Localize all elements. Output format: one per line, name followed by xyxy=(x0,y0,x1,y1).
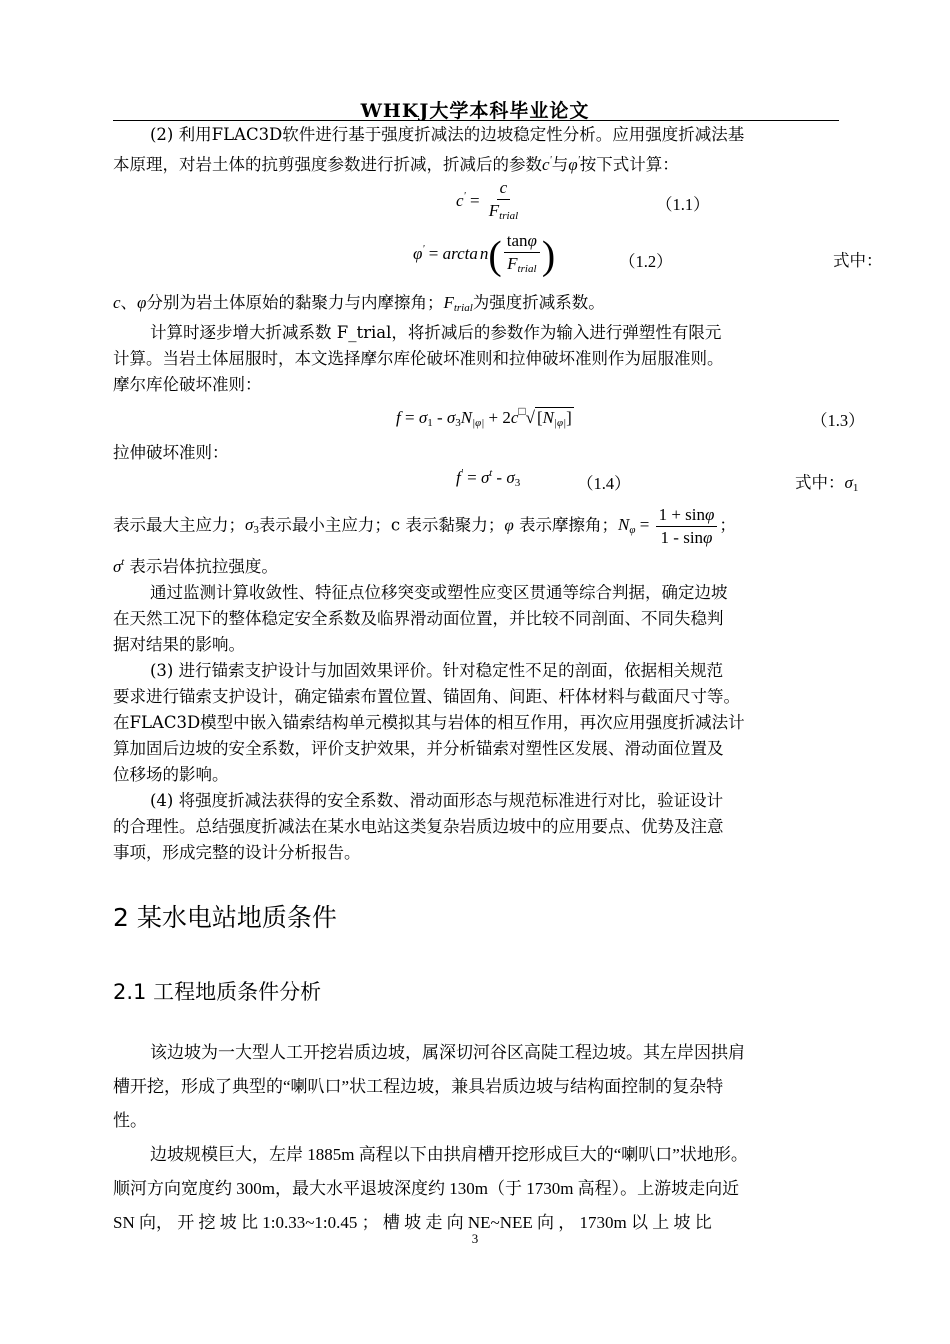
para-calc-line-3: 摩尔库伦破坏准则： xyxy=(113,375,262,394)
symbol-phi-2: φ xyxy=(504,515,514,535)
symbol-explanation-2-end: ； xyxy=(719,515,736,535)
para-3-line-2: 要求进行锚索支护设计，确定锚索布置位置、锚固角、间距、杆体材料与截面尺寸等。 xyxy=(113,687,740,706)
symbol-sigma-1: $\sigma_1$ xyxy=(844,473,859,494)
where-label-2-text: 式中： xyxy=(795,473,845,492)
para-2-line-2 xyxy=(113,148,679,178)
para-slope-line-3: 性。 xyxy=(113,1111,147,1130)
symbol-explanation-2-c: 表示摩擦角； xyxy=(513,515,619,535)
symbol-explanation-1 xyxy=(113,290,605,321)
equation-1-1-number: （1.1） xyxy=(656,195,710,214)
para-3-line-1: (3) 进行锚索支护设计与加固效果评价。针对稳定性不足的剖面，依据相关规范 xyxy=(150,661,724,680)
symbol-phi-prime: φ' xyxy=(568,155,580,174)
para-scale-line-3: SN 向， 开 挖 坡 比 1:0.33~1:0.45 ； 槽 坡 走 向 NE~NEE 向 ， 1730m 以 上 坡 比 xyxy=(113,1213,712,1232)
symbol-explanation-2-a: 表示最大主应力； xyxy=(113,515,245,535)
symbol-f-trial: $F_{trial}$ xyxy=(443,293,473,314)
para-4-line-3: 事项，形成完整的设计分析报告。 xyxy=(113,843,361,862)
para-monitor-line-3: 据对结果的影响。 xyxy=(113,635,245,654)
para-3-line-3: 在FLAC3D模型中嵌入锚索结构单元模拟其与岩体的相互作用，再次应用强度折减法计 xyxy=(113,713,745,732)
symbol-explanation-1-b: 分别为岩土体原始的黏聚力与内摩擦角； xyxy=(146,293,444,312)
para-2-line-2-text-c: 按下式计算： xyxy=(579,155,679,174)
section-heading: 2.1 工程地质条件分析 xyxy=(113,980,322,1004)
header-rule xyxy=(113,120,839,121)
para-scale-line-1: 边坡规模巨大，左岸 1885m 高程以下由拱肩槽开挖形成巨大的“喇叭口”状地形。 xyxy=(150,1145,748,1164)
symbol-c-prime: c' xyxy=(542,155,552,174)
para-scale-line-2: 顺河方向宽度约 300m，最大水平退坡深度约 130m（于 1730m 高程）。上游坡走向近 xyxy=(113,1179,740,1198)
para-calc-line-2: 计算。当岩土体屈服时，本文选择摩尔库伦破坏准则和拉伸破坏准则作为屈服准则。 xyxy=(113,349,724,368)
tension-criterion-label: 拉伸破坏准则： xyxy=(113,443,229,462)
equation-1-3: $f = \sigma_1 - \sigma_3N_{|\varphi|} + 2c^□√$ $[N_{|\varphi|}]$ xyxy=(396,404,572,429)
equation-1-1: c' = $\frac{c}{F_{trial}}$ xyxy=(456,178,519,222)
para-calc-line-1: 计算时逐步增大折减系数 F_trial，将折减后的参数作为输入进行弹塑性有限元 xyxy=(150,323,722,342)
where-label-1: 式中： xyxy=(833,251,883,270)
symbol-sigma-t: $\sigma^t$ xyxy=(113,557,125,576)
para-2-line-2-text-b: 与 xyxy=(551,155,569,174)
symbol-explanation-2-b: 表示最小主应力；c 表示黏聚力； xyxy=(258,515,505,535)
equation-1-4-number: （1.4） xyxy=(577,474,631,493)
where-label-2 xyxy=(795,470,858,501)
symbol-explanation-1-c: 为强度折减系数。 xyxy=(472,293,605,312)
equation-1-2: φ' = arcta n( $\frac{\tan\varphi}{F_{trial}}$ ) xyxy=(413,231,556,278)
symbol-explanation-1-a: 、 xyxy=(120,293,138,312)
symbol-explanation-3 xyxy=(113,550,278,580)
page-number: 3 xyxy=(471,1231,479,1246)
page-header: WHKJ大学本科毕业论文 xyxy=(360,100,590,122)
symbol-explanation-2 xyxy=(113,505,736,548)
equation-1-4: $f' = \sigma^t - \sigma_3$ xyxy=(456,468,521,489)
symbol-c: c xyxy=(113,293,121,312)
para-4-line-2: 的合理性。总结强度折减法在某水电站这类复杂岩质边坡中的应用要点、优势及注意 xyxy=(113,817,724,836)
symbol-phi: φ xyxy=(137,293,147,312)
para-monitor-line-1: 通过监测计算收敛性、特征点位移突变或塑性应变区贯通等综合判据，确定边坡 xyxy=(150,583,728,602)
symbol-n-phi: $N_\varphi$ = $\frac{1 + \sin\varphi}{1 - \sin\varphi}$ xyxy=(618,515,719,534)
para-2-line-2-text-a: 本原理，对岩土体的抗剪强度参数进行折减，折减后的参数 xyxy=(113,155,542,174)
para-4-line-1: (4) 将强度折减法获得的安全系数、滑动面形态与规范标准进行对比，验证设计 xyxy=(150,791,724,810)
para-slope-line-2: 槽开挖，形成了典型的“喇叭口”状工程边坡，兼具岩质边坡与结构面控制的复杂特 xyxy=(113,1077,724,1096)
para-monitor-line-2: 在天然工况下的整体稳定安全系数及临界滑动面位置，并比较不同剖面、不同失稳判 xyxy=(113,609,724,628)
equation-1-2-number: （1.2） xyxy=(619,252,673,271)
para-3-line-5: 位移场的影响。 xyxy=(113,765,229,784)
symbol-sigma-3: $\sigma_3$ xyxy=(245,515,259,537)
para-3-line-4: 算加固后边坡的安全系数，评价支护效果，并分析锚索对塑性区发展、滑动面位置及 xyxy=(113,739,724,758)
chapter-heading: 2 某水电站地质条件 xyxy=(113,903,337,932)
symbol-explanation-3-text: 表示岩体抗拉强度。 xyxy=(129,557,278,576)
para-2-line-1: (2) 利用FLAC3D软件进行基于强度折减法的边坡稳定性分析。应用强度折减法基 xyxy=(150,125,745,144)
equation-1-3-number: （1.3） xyxy=(811,411,865,430)
para-slope-line-1: 该边坡为一大型人工开挖岩质边坡，属深切河谷区高陡工程边坡。其左岸因拱肩 xyxy=(150,1043,745,1062)
